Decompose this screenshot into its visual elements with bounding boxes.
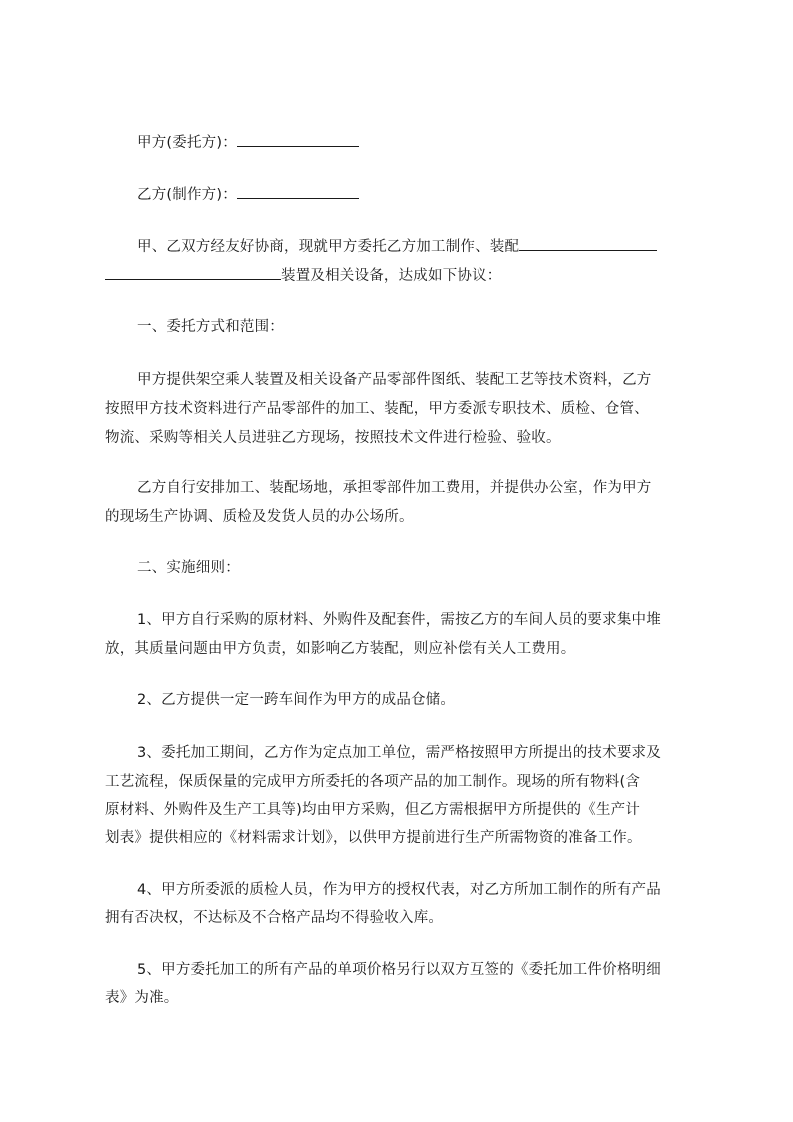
section1-p2-line: 乙方自行安排加工、装配场地，承担零部件加工费用，并提供办公室，作为甲方 [137,480,652,496]
section1-p1-line: 甲方提供架空乘人装置及相关设备产品零部件图纸、装配工艺等技术资料，乙方 [137,372,652,388]
section2-title: 二、实施细则： [137,560,240,576]
section1-p1-line: 按照甲方技术资料进行产品零部件的加工、装配，甲方委派专职技术、质检、仓管、 [105,401,649,417]
section1-p2-line: 的现场生产协调、质检及发货人员的办公场所。 [105,509,414,525]
party-a-blank [237,132,359,147]
party-a-label: 甲方(委托方)： [137,135,237,151]
item5-line: 表》为准。 [105,990,179,1006]
item5-line: 5、甲方委托加工的所有产品的单项价格另行以双方互签的《委托加工件价格明细 [137,962,661,978]
section1-title: 一、委托方式和范围： [137,319,284,335]
intro-blank-1 [519,236,657,251]
intro-line-1 [137,236,657,257]
item1-line: 放，其质量问题由甲方负责，如影响乙方装配，则应补偿有关人工费用。 [105,641,576,657]
party-b-label: 乙方(制作方)： [137,187,237,203]
intro-text-1: 甲、乙双方经友好协商，现就甲方委托乙方加工制作、装配 [137,239,520,255]
party-b-blank [237,184,359,199]
item3-line: 原材料、外购件及生产工具等)均由甲方采购，但乙方需根据甲方所提供的《生产计 [105,802,641,818]
party-a-line [137,132,359,153]
item2-line: 2、乙方提供一定一跨车间作为甲方的成品仓储。 [137,692,456,708]
item3-line: 3、委托加工期间，乙方作为定点加工单位，需严格按照甲方所提出的技术要求及 [137,745,661,761]
item3-line: 划表》提供相应的《材料需求计划》，以供甲方提前进行生产所需物资的准备工作。 [105,830,642,846]
intro-text-2: 装置及相关设备，达成如下协议： [281,268,502,284]
item4-line: 拥有否决权，不达标及不合格产品均不得验收入库。 [105,910,444,926]
party-b-line [137,184,359,205]
section1-p1-line: 物流、采购等相关人员进驻乙方现场，按照技术文件进行检验、验收。 [105,430,561,446]
item3-line: 工艺流程，保质保量的完成甲方所委托的各项产品的加工制作。现场的所有物料(含 [105,774,641,790]
intro-blank-2 [105,265,281,280]
item1-line: 1、甲方自行采购的原材料、外购件及配套件，需按乙方的车间人员的要求集中堆 [137,612,661,628]
item4-line: 4、甲方所委派的质检人员，作为甲方的授权代表，对乙方所加工制作的所有产品 [137,882,661,898]
intro-line-2 [105,265,502,286]
